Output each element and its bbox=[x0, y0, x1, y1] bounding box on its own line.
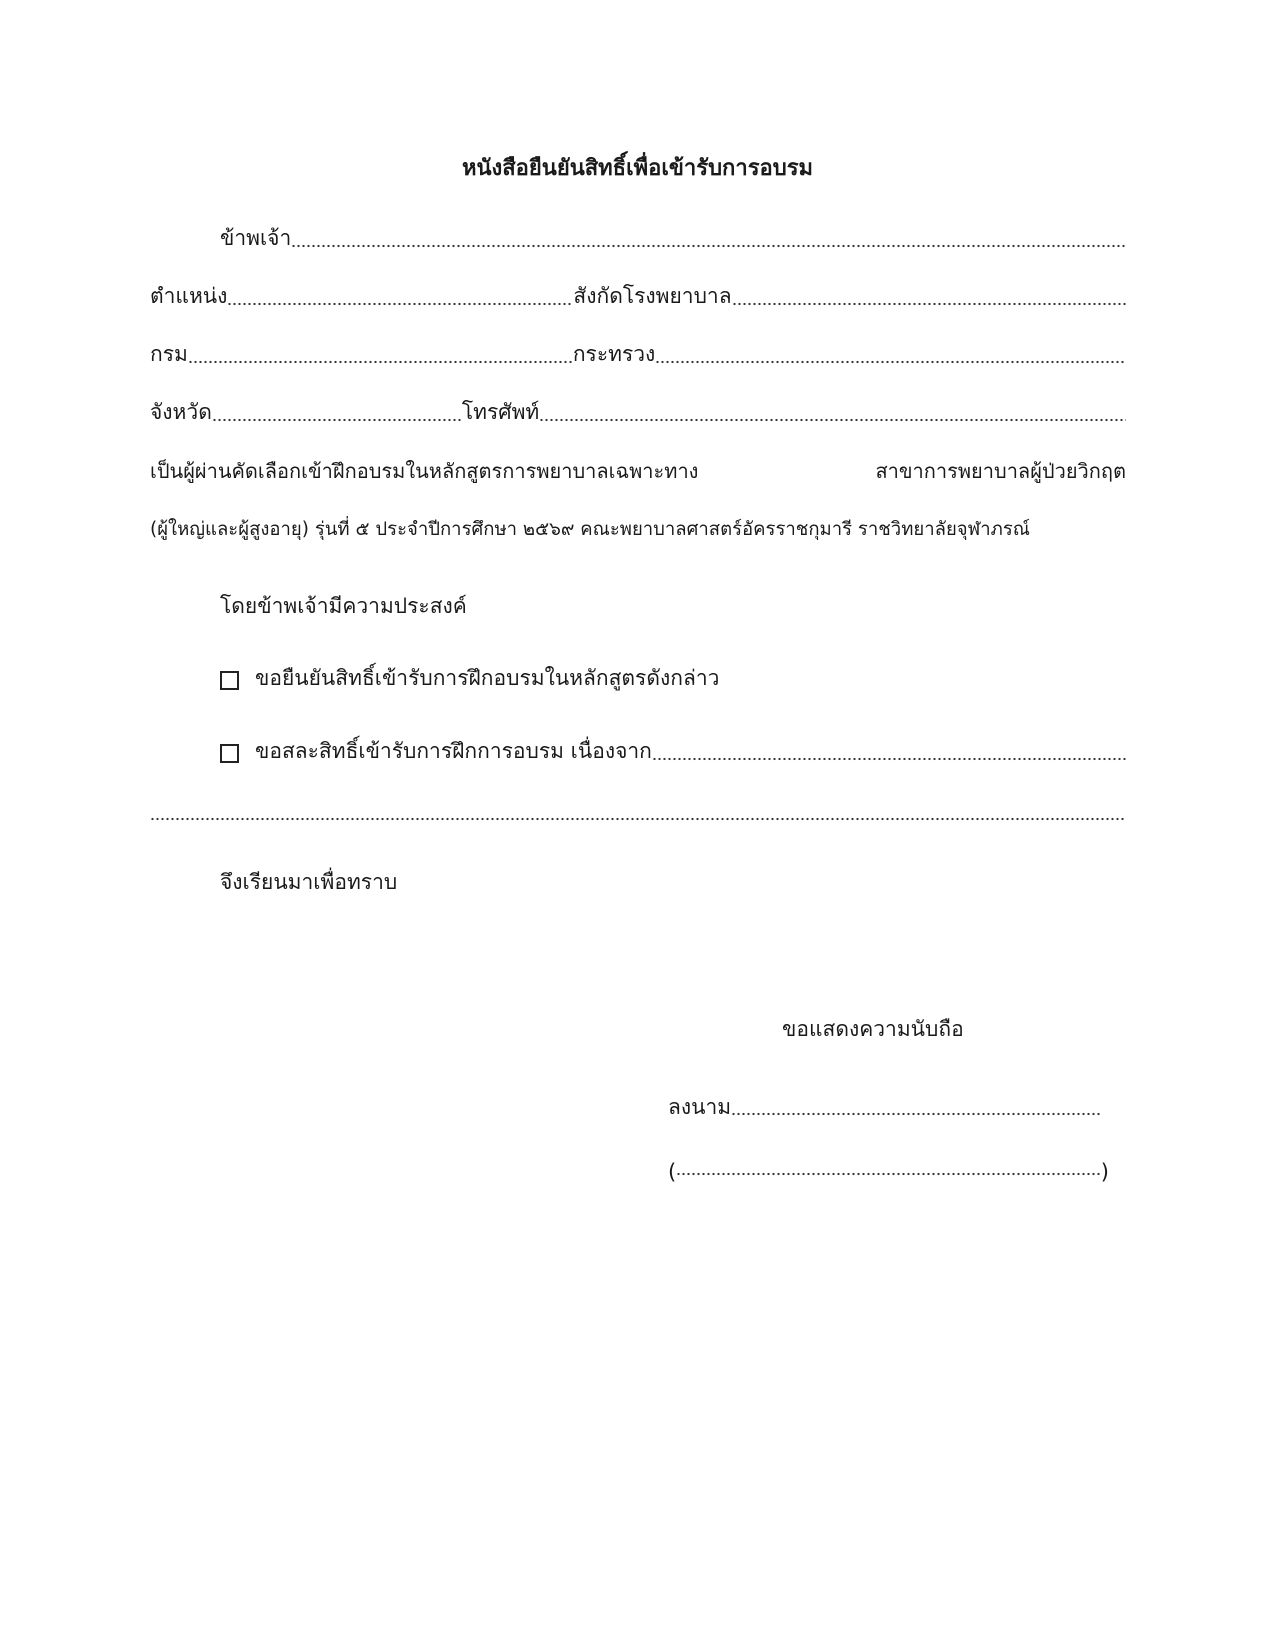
waive-reason-field[interactable] bbox=[652, 756, 1126, 762]
signature-row bbox=[668, 1091, 1102, 1124]
statement-line-2: (ผู้ใหญ่และผู้สูงอายุ) รุ่นที่ ๕ ประจำปีการศึกษา ๒๕๖๙ คณะพยาบาลศาสตร์อัครราชกุมารี ราชวิทยาลัยจุฬาภรณ์ bbox=[150, 519, 1030, 540]
regards-label: ขอแสดงความนับถือ bbox=[782, 1017, 964, 1041]
hospital-field[interactable] bbox=[732, 301, 1126, 307]
name-label: ข้าพเจ้า bbox=[220, 226, 292, 250]
signature-field[interactable] bbox=[731, 1111, 1102, 1117]
ministry-field[interactable] bbox=[655, 359, 1126, 365]
option-confirm-row bbox=[220, 662, 1126, 696]
waive-reason-continuation bbox=[150, 795, 1126, 829]
hospital-label: สังกัดโรงพยาบาล bbox=[573, 284, 732, 308]
printed-name-row bbox=[668, 1160, 1109, 1184]
department-field[interactable] bbox=[188, 359, 573, 365]
regards-text bbox=[782, 1013, 964, 1046]
signature-label: ลงนาม bbox=[668, 1095, 732, 1119]
closing-text: จึงเรียนมาเพื่อทราบ bbox=[220, 870, 398, 894]
province-label: จังหวัด bbox=[150, 400, 212, 424]
close-paren: ) bbox=[1100, 1160, 1109, 1184]
intent-label: โดยข้าพเจ้ามีความประสงค์ bbox=[220, 594, 467, 618]
position-label: ตำแหน่ง bbox=[150, 284, 228, 308]
statement-line-1: เป็นผู้ผ่านคัดเลือกเข้าฝึกอบรมในหลักสูตรการพยาบาลเฉพาะทาง สาขาการพยาบาลผู้ป่วยวิกฤต bbox=[150, 459, 1126, 483]
phone-field[interactable] bbox=[539, 417, 1126, 423]
department-label: กรม bbox=[150, 342, 188, 366]
waive-reason-field-2[interactable] bbox=[150, 816, 1126, 822]
document-title: หนังสือยืนยันสิทธิ์เพื่อเข้ารับการอบรม bbox=[461, 156, 814, 181]
position-row bbox=[150, 280, 1126, 314]
position-field[interactable] bbox=[227, 301, 573, 307]
name-row bbox=[220, 222, 1126, 256]
printed-name-field[interactable] bbox=[676, 1171, 1101, 1177]
province-field[interactable] bbox=[212, 417, 462, 423]
department-row bbox=[150, 338, 1126, 372]
confirm-checkbox[interactable] bbox=[220, 671, 239, 690]
waive-checkbox[interactable] bbox=[220, 744, 239, 763]
name-field[interactable] bbox=[291, 243, 1126, 249]
province-row bbox=[150, 396, 1126, 430]
option-waive-label: ขอสละสิทธิ์เข้ารับการฝึกการอบรม เนื่องจาก bbox=[255, 739, 652, 763]
ministry-label: กระทรวง bbox=[572, 342, 656, 366]
option-confirm-label: ขอยืนยันสิทธิ์เข้ารับการฝึกอบรมในหลักสูตรดังกล่าว bbox=[255, 666, 720, 690]
option-waive-row bbox=[220, 735, 1126, 769]
open-paren: ( bbox=[668, 1160, 677, 1184]
phone-label: โทรศัพท์ bbox=[461, 400, 540, 424]
